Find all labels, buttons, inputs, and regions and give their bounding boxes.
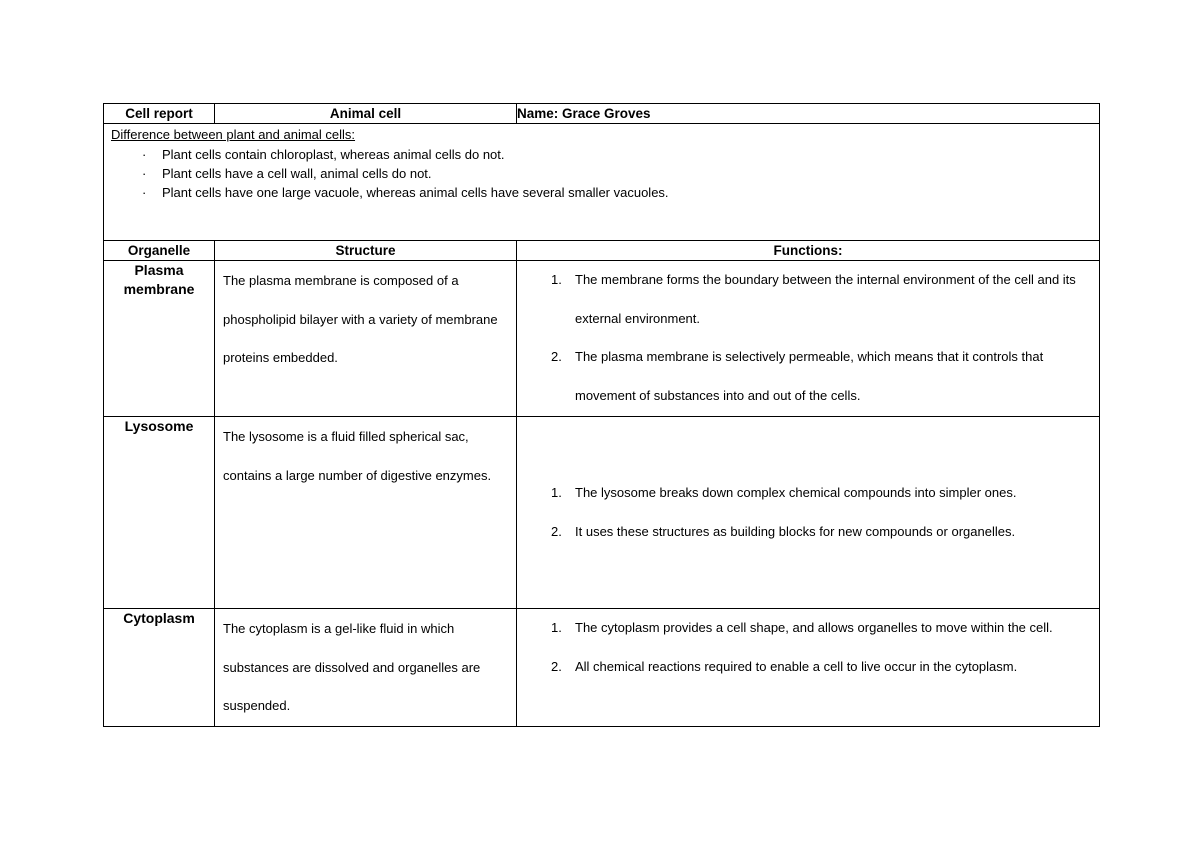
item-number: 2. [551, 349, 562, 364]
cell-type-cell: Animal cell [215, 104, 517, 124]
function-text: All chemical reactions required to enable a cell to live occur in the cytoplasm. [575, 658, 1018, 674]
list-item [111, 183, 1099, 202]
functions-list [517, 609, 1081, 686]
item-number: 1. [551, 620, 562, 635]
difference-text: Plant cells have a cell wall, animal cells do not. [162, 166, 432, 181]
list-item [517, 648, 1081, 687]
table-row [104, 417, 1100, 609]
differences-list [111, 145, 1099, 202]
report-header-row [104, 104, 1100, 124]
structure-column-header: Structure [215, 241, 517, 261]
function-text: The membrane forms the boundary between the internal environment of the cell and its external environment. [575, 272, 1076, 326]
difference-text: Plant cells have one large vacuole, whereas animal cells have several smaller vacuoles. [162, 185, 669, 200]
functions-cell [517, 261, 1100, 417]
list-item [517, 474, 1081, 513]
structure-description: The lysosome is a fluid filled spherical sac, contains a large number of digestive enzymes. [215, 417, 517, 609]
difference-text: Plant cells contain chloroplast, whereas animal cells do not. [162, 147, 505, 162]
function-text: The cytoplasm provides a cell shape, and allows organelles to move within the cell. [575, 620, 1053, 635]
student-name-cell: Name: Grace Groves [517, 104, 1100, 124]
function-text: It uses these structures as building blocks for new compounds or organelles. [575, 523, 1016, 539]
structure-description: The plasma membrane is composed of a phospholipid bilayer with a variety of membrane proteins embedded. [215, 261, 517, 417]
differences-cell [104, 124, 1100, 241]
list-item [517, 609, 1081, 648]
item-number: 1. [551, 485, 562, 500]
list-item [111, 145, 1099, 164]
list-item [111, 164, 1099, 183]
item-number: 2. [551, 523, 562, 539]
column-header-row [104, 241, 1100, 261]
item-number: 1. [551, 272, 562, 287]
table-row [104, 609, 1100, 727]
list-item [517, 338, 1081, 415]
organelle-name-line: membrane [123, 281, 195, 297]
differences-row [104, 124, 1100, 241]
differences-title: Difference between plant and animal cells: [111, 127, 356, 142]
item-number: 2. [551, 658, 562, 674]
functions-cell [517, 609, 1100, 727]
organelle-name [104, 417, 215, 609]
organelle-name [104, 609, 215, 727]
bullet-icon: · [142, 185, 147, 200]
bullet-icon: · [142, 166, 147, 181]
list-item [517, 261, 1081, 338]
organelle-name-line: Plasma [134, 262, 184, 278]
functions-cell [517, 417, 1100, 609]
organelle-name-line: Lysosome [124, 418, 194, 434]
organelle-column-header: Organelle [104, 241, 215, 261]
function-text: The plasma membrane is selectively permeable, which means that it controls that movement of substances into and out of the cells. [575, 349, 1044, 403]
functions-list [517, 474, 1081, 551]
cell-report-table [103, 103, 1100, 727]
functions-column-header: Functions: [517, 241, 1100, 261]
function-text: The lysosome breaks down complex chemical compounds into simpler ones. [575, 485, 1017, 500]
report-title-cell: Cell report [104, 104, 215, 124]
organelle-name-line: Cytoplasm [123, 610, 195, 626]
organelle-name [104, 261, 215, 417]
structure-description: The cytoplasm is a gel-like fluid in which substances are dissolved and organelles are suspended. [215, 609, 517, 727]
bullet-icon: · [142, 147, 147, 162]
list-item [517, 513, 1081, 552]
table-row [104, 261, 1100, 417]
functions-list [517, 261, 1081, 415]
